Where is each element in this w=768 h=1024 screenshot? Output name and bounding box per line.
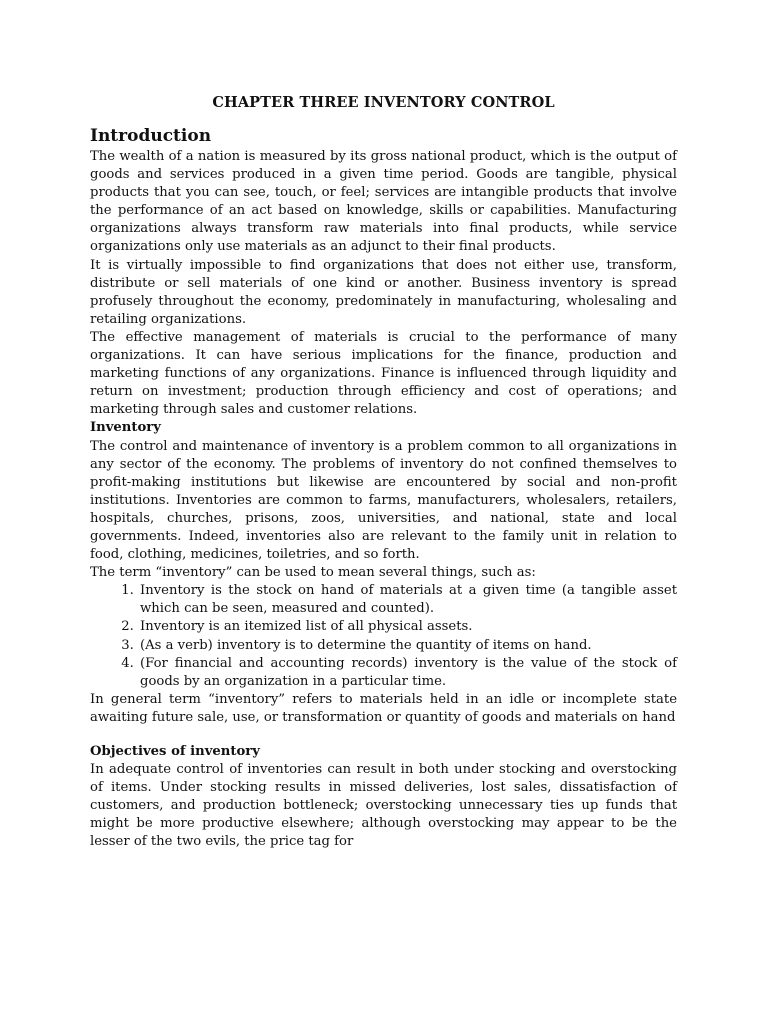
chapter-title: CHAPTER THREE INVENTORY CONTROL bbox=[212, 94, 555, 111]
inventory-heading: Inventory bbox=[90, 420, 161, 436]
list-item: 4. (For financial and accounting records) inventory is the value of the stock of goods by an organization in a particular time. bbox=[138, 655, 677, 691]
page-content bbox=[90, 94, 677, 852]
section-spacer bbox=[90, 727, 677, 743]
inventory-paragraph-1: The control and maintenance of inventory is a problem common to all organizations in any sector of the economy. The problems of inventory do not confined themselves to profit-making institutions but likewise are encountered by social and non-profit institutions. Inventories are common to farms, manufacturers, wholesalers, retailers, hospitals, churches, prisons, zoos, universities, and national, state and local governments. Indeed, inventories also are relevant to the family unit in relation to food, clothing, medicines, toiletries, and so forth. bbox=[90, 438, 677, 563]
inventory-definitions-list bbox=[90, 582, 677, 691]
objectives-paragraph: In adequate control of inventories can result in both under stocking and overstocking of items. Under stocking results in missed deliveries, lost sales, dissatisfaction of customers, and production bottleneck; overstocking unnecessary ties up funds that might be more productive elsewhere; although overstocking may appear to be the lesser of the two evils, the price tag for bbox=[90, 762, 677, 850]
intro-paragraph-2: It is virtually impossible to find organizations that does not either use, transform, distribute or sell materials of one kind or another. Business inventory is spread profusely throughout the economy, predominately in manufacturing, wholesaling and retailing organizations. bbox=[90, 257, 677, 327]
inventory-closing-paragraph: In general term “inventory” refers to materials held in an idle or incomplete state awaiting future sale, use, or transformation or quantity of goods and materials on hand bbox=[90, 691, 677, 725]
list-item: 2. Inventory is an itemized list of all physical assets. bbox=[138, 618, 677, 636]
list-item: 1. Inventory is the stock on hand of materials at a given time (a tangible asset which can be seen, measured and counted). bbox=[138, 582, 677, 618]
inventory-paragraph-2: The term “inventory” can be used to mean several things, such as: bbox=[90, 565, 536, 581]
list-item: 3. (As a verb) inventory is to determine the quantity of items on hand. bbox=[138, 637, 677, 655]
intro-paragraph-3: The effective management of materials is crucial to the performance of many organizations. It can have serious implications for the finance, production and marketing functions of any organizations. Finance is influenced through liquidity and return on investment; production through efficiency and cost of operations; and marketing through sales and customer relations. bbox=[90, 329, 677, 418]
intro-paragraph-1: The wealth of a nation is measured by its gross national product, which is the output of goods and services produced in a given time period. Goods are tangible, physical products that you can see, touch, or feel; services are intangible products that involve the performance of an act based on knowledge, skills or capabilities. Manufacturing organizations always transform raw materials into final products, while service organizations only use materials as an adjunct to their final products. bbox=[90, 149, 677, 255]
introduction-heading: Introduction bbox=[90, 126, 212, 146]
objectives-heading: Objectives of inventory bbox=[90, 744, 260, 759]
